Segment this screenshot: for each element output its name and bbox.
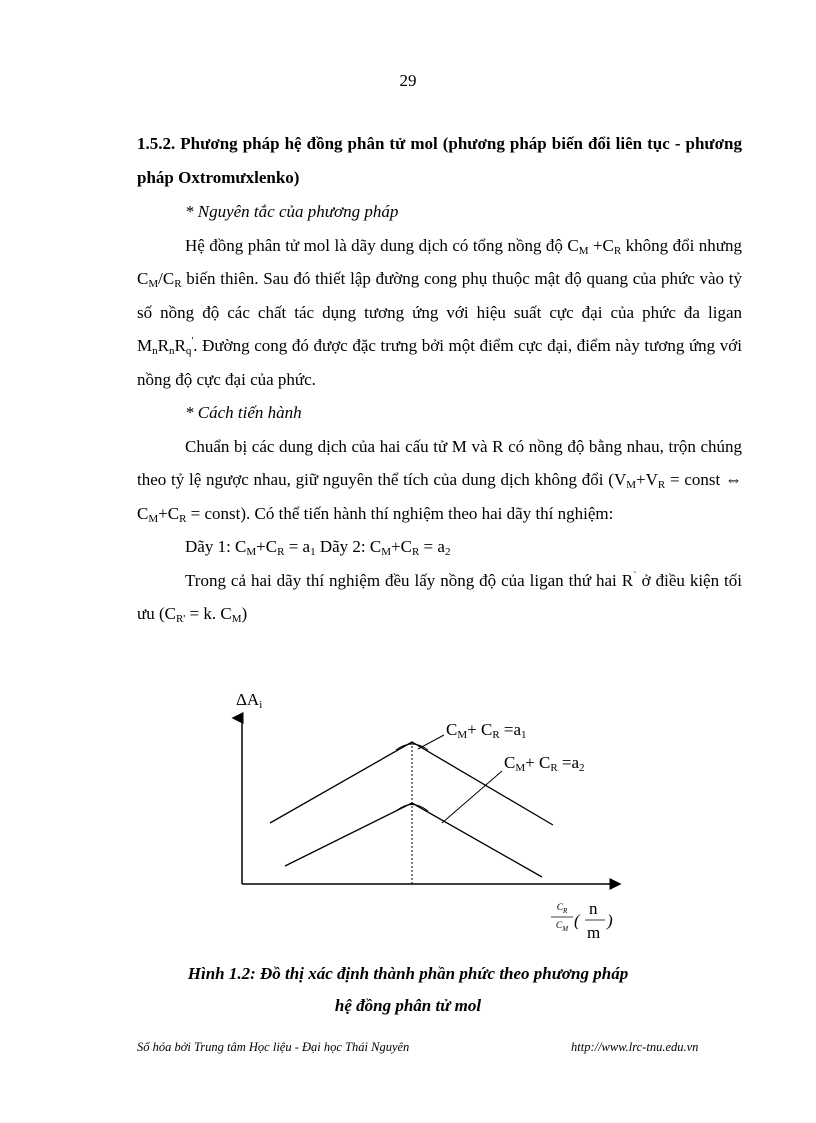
curve-a2-peak-arc bbox=[396, 805, 428, 812]
paren-close: ) bbox=[607, 911, 613, 930]
section-heading: 1.5.2. Phương pháp hệ đồng phân tử mol (phương pháp biến đổi liên tục - phương pháp Oxtromưxlenko) bbox=[137, 134, 742, 187]
page-number: 29 bbox=[399, 71, 417, 90]
footer-link[interactable]: http://www.lrc-tnu.edu.vn bbox=[571, 1040, 699, 1054]
paren-open: ( bbox=[574, 911, 580, 930]
principle-title: * Nguyên tắc của phương pháp bbox=[185, 202, 399, 221]
leader-line-a2 bbox=[442, 771, 502, 823]
ligand-paragraph: Trong cả hai dãy thí nghiệm đều lấy nồng độ của ligan thứ hai R` ở điều kiện tối ưu ($C_{R'} = k$. $C_M$) bbox=[137, 569, 742, 625]
curve-a2 bbox=[285, 803, 542, 877]
leader-line-a1 bbox=[418, 735, 444, 749]
ratio-denominator: $C_M$ bbox=[555, 921, 569, 933]
ratio-numerator: $C_R$ bbox=[556, 903, 568, 915]
y-axis-label: $\Delta A_i$ bbox=[236, 690, 263, 711]
nm-denominator: m bbox=[587, 923, 601, 942]
series-line: Dãy 1: $C_M+C_R = a_1$ Dãy 2: $C_M+C_R = a_2$ bbox=[185, 537, 451, 558]
body-text bbox=[137, 195, 742, 631]
procedure-paragraph: Chuẩn bị các dung dịch của hai cấu tử M và R có nồng độ bằng nhau, trộn chúng theo tỷ lệ ngược nhau, giữ nguyên thể tích của dung dịch không đổi ($V_M+V_R$ = const ⇔ $C_M+C_R$ = const). Có thể tiến hành thí nghiệm theo hai dãy thí nghiệm: bbox=[137, 436, 742, 525]
procedure-title: * Cách tiến hành bbox=[185, 403, 302, 422]
figure-caption bbox=[0, 958, 816, 1022]
curve-a1-peak-arc bbox=[396, 744, 428, 750]
nm-numerator: n bbox=[589, 899, 598, 918]
curve-a2-label: $C_M+ C_R =a_2$ bbox=[504, 753, 585, 774]
caption-line-1: Hình 1.2: Đồ thị xác định thành phần phức theo phương pháp bbox=[187, 964, 629, 983]
footer-left: Số hóa bởi Trung tâm Học liệu - Đại học Thái Nguyên bbox=[137, 1040, 410, 1054]
curve-a1-label: $C_M+ C_R =a_1$ bbox=[446, 720, 527, 741]
caption-line-2: hệ đồng phân tử mol bbox=[334, 996, 482, 1015]
principle-paragraph: Hệ đồng phân tử mol là dãy dung dịch có tổng nồng độ $C_M +C_R$ không đổi nhưng $C_M/C_R$ biến thiên. Sau đó thiết lập đường cong phụ thuộc mật độ quang của phức vào tỷ số nồng độ các chất tác dụng tương ứng với hiệu suất cực đại của phức đa ligan $M_nR_nR_q'$. Đường cong đó được đặc trưng bởi một điểm cực đại, điểm này tương ứng với nồng độ cực đại của phức. bbox=[137, 235, 742, 389]
